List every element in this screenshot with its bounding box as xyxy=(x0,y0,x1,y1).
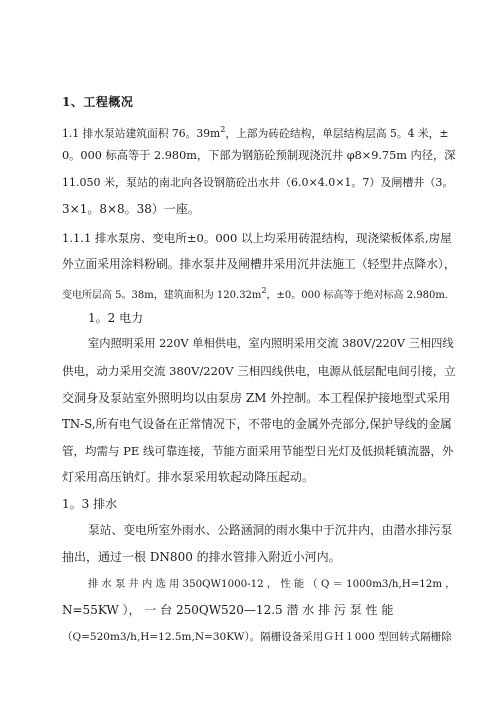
paragraph-line: 1.1.1 排水泵房、变电所±0。000 以上均采用砖混结构，现浇梁板体系,房屋 xyxy=(62,231,452,245)
paragraph-line: 外立面采用涂料粉刷。排水泵井及闸槽井采用沉井法施工（轻型井点降水）， xyxy=(62,257,456,271)
paragraph-line: N=55KW ）， 一 台 250QW520—12.5 潜 水 排 污 泵 性 能 xyxy=(62,603,394,617)
paragraph-line: 泵站、变电所室外雨水、公路涵洞的雨水集中于沉井内，由潜水排污泵 xyxy=(88,523,453,537)
paragraph-line: 抽出，通过一根 DN800 的排水管排入附近小河内。 xyxy=(62,550,341,564)
paragraph-line: 供电，动力采用交流 380V/220V 三相四线供电，电源从低层配电间引接，立 xyxy=(62,364,456,378)
paragraph-line: 室内照明采用 220V 单相供电，室内照明采用交流 380V/220V 三相四线 xyxy=(88,337,454,350)
section-heading: 1、工程概况 xyxy=(62,95,134,109)
line-text: ，上部为砖砼结构，单层结构层高 5。4 米，± xyxy=(225,127,449,140)
subsection-heading: 1。3 排水 xyxy=(62,497,118,511)
paragraph-line: 11.050 米，泵站的南北向各设钢筋砼出水井（6.0×4.0×1。7）及闸槽井（3。 xyxy=(62,176,454,189)
line-text: 变电所层高 5。38m，建筑面积为 120.32m xyxy=(62,290,262,301)
subsection-heading: 1。2 电力 xyxy=(88,311,144,325)
line-text: ，±0。000 标高等于绝对标高 2.980m. xyxy=(266,290,448,301)
paragraph-line xyxy=(62,122,448,142)
paragraph-line: 交洞身及泵站室外照明均以由泵房 ZM 外控制。本工程保护接地型式采用 xyxy=(62,391,451,405)
paragraph-line xyxy=(62,283,448,304)
paragraph-line: 0。000 标高等于 2.980m，下部为钢筋砼预制现浇沉井 φ8×9.75m 内径，深 xyxy=(62,149,456,162)
paragraph-line: TN-S,所有电气设备在正常情况下，不带电的金属外壳部分,保护导线的金属 xyxy=(62,417,452,431)
paragraph-line: 排 水 泵 井 内 选 用 350QW1000-12 ， 性 能 （ Q ＝ 1000m3/h,H=12m ， xyxy=(88,578,456,590)
line-text: 1.1 排水泵站建筑面积 76。39m xyxy=(62,127,221,140)
paragraph-line: 灯采用高压钠灯。排水泵采用软起动降压起动。 xyxy=(62,470,315,484)
superscript: 2 xyxy=(261,286,267,295)
paragraph-line: （Q=520m3/h,H=12.5m,N=30KW）。隔栅设备采用ＧＨ１000 型回转式隔栅除 xyxy=(62,631,452,643)
paragraph-line: 3×1。8×8。38）一座。 xyxy=(62,202,200,216)
superscript: 2 xyxy=(220,125,226,134)
paragraph-line: 管，均需与 PE 线可靠连接，节能方面采用节能型日光灯及低损耗镇流器，外 xyxy=(62,444,454,458)
